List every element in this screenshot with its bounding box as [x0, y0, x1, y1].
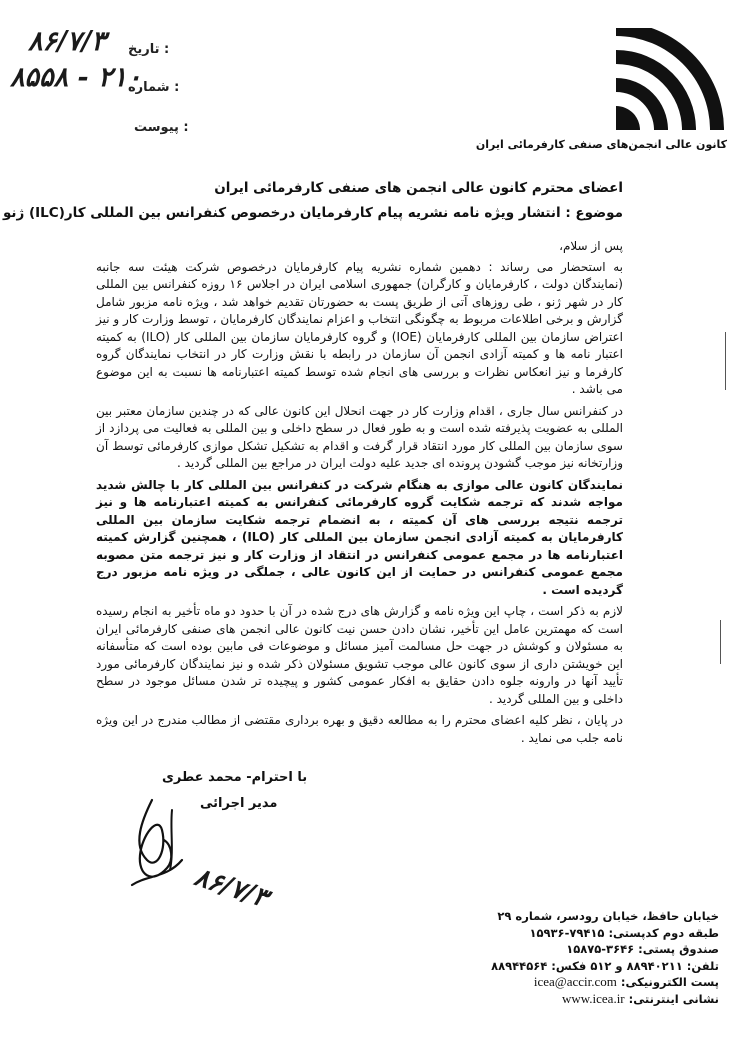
number-label: : شماره [128, 80, 180, 95]
pobox-label: صندوق پستی: [638, 942, 719, 956]
letter-subject: موضوع : انتشار ویژه نامه نشریه پیام کارفرمایان درخصوص کنفرانس بین المللی کار(ILC) ژنو [2, 205, 623, 221]
number-value: ۸۵۵۸ - ۲۱۰ [10, 62, 142, 93]
website-link[interactable]: www.icea.ir [561, 990, 625, 1006]
date-label: : تاریخ [128, 42, 170, 57]
fax: ۸۸۹۴۴۵۶۴ [491, 958, 548, 973]
phone-fax-row [489, 958, 719, 975]
pobox-row [489, 941, 719, 958]
footer-address [489, 908, 719, 1007]
phone: ۸۸۹۴۰۲۱۱ و ۵۱۲ [590, 958, 683, 973]
logo [606, 28, 726, 136]
closing: با احترام- محمد عطری [162, 770, 308, 785]
address-line: خیابان حافظ، خیابان رودسر، شماره ۲۹ [497, 909, 719, 923]
paragraph-4: لازم به ذکر است ، چاپ این ویژه نامه و گزارش های درج شده در آن با حدود دو ماه تأخیر به انجام رسیده است که مهمترین عامل این تأخیر، نشان دادن حسن نیت کانون عالی انجمن های صنفی کارفرمائی ایران به مسئولان و کوشش در جهت حل مسالمت آمیز مسائل و موضوعات فی مابین بوده است که متأسفانه این خویشتن داری از سوی کانون عالی موجب تشویق مسئولان ذکر شده و نیز نمایندگان کارفرمائی مورد تأیید آنها در وارونه جلوه دادن حقایق به افکار عمومی کشور و پیچیده تر شدن مسائل موجود در سطح داخلی و بین المللی گردید . [96, 604, 623, 706]
web-label: نشانی اینترنتی: [628, 991, 719, 1006]
paragraph-2: در کنفرانس سال جاری ، اقدام وزارت کار در جهت انحلال این کانون عالی که در چندین سازمان معتبر بین المللی به عضویت پذیرفته شده است و به طور فعال در سطح داخلی و بین المللی به فعالیت می پردازد از سوی سازمان بین المللی کار مورد انتقاد قرار گرفت و اقدام به تشکیل تشکل موازی کارفرمائی توسط آن وزارتخانه نیز موجب گشودن پرونده ای جدید علیه دولت ایران در مراجع بین المللی گردید . [96, 403, 623, 470]
postal-code-label: طبقه دوم کدپستی: [608, 925, 719, 940]
postal-code-row [489, 925, 719, 942]
email-link[interactable]: icea@accir.com [533, 974, 617, 989]
paragraph-1: به استحضار می رساند : دهمین شماره نشریه پیام کارفرمایان درخصوص شرکت هیئت سه جانبه (نمایندگان دولت ، کارفرمایان و کارگران) جمهوری اسلامی ایران در اجلاس ۱۶ روزه کنفرانس بین المللی کار در شهر ژنو ، طی روزهای آتی از طریق پست به حضورتان تقدیم خواهد شد ، ویژه نامه مزبور شامل گزارش و برخی اطلاعات مربوط به چگونگی انتخاب و اعزام نمایندگان کارفرمایان ، توسط وزارت کار و نیز اعتراض سازمان بین المللی کارفرمایان (IOE) و گروه کارفرمایان سازمان بین المللی کار (ILO) به کمیته اعتبار نامه ها و کمیته آزادی انجمن آن سازمان در رابطه با نقش وزارت کار در انتخاب نمایندگان گروه کارفرما و نیز انعکاس نظرات و بررسی های انجام شده توسط کمیته اعتبارنامه ها نسبت به این موضوع می باشد . [96, 259, 623, 396]
phone-label: تلفن: [686, 958, 719, 973]
pobox: ۱۵۸۷۵-۳۶۴۶ [566, 942, 635, 956]
fax-label: فکس: [551, 958, 587, 973]
letter-recipient: اعضای محترم کانون عالی انجمن های صنفی کارفرمائی ایران [214, 180, 623, 196]
postal-code: ۱۵۹۳۶-۷۹۴۱۵ [529, 925, 605, 940]
margin-mark [720, 620, 721, 664]
attachment-label: : پیوست [134, 120, 189, 135]
paragraph-3: نمایندگان کانون عالی موازی به هنگام شرکت در کنفرانس بین المللی کار با چالش شدید مواجه شدند که ترجمه شکایت گروه کارفرمائی کنفرانس به کمیته اعتبارنامه ها و نیز ترجمه نتیجه بررسی های آن کمیته ، به انضمام ترجمه شکایت سازمان بین المللی کارفرمایان به کمیته آزادی انجمن سازمان بین المللی کار (ILO) ، همچنین گزارش کمیته اعتبارنامه ها در مجمع عمومی کنفرانس در انتقاد از وزارت کار و نیز ترجمه متن مصوبه مجمع عمومی کنفرانس در حمایت از این کانون عالی ، جملگی در ویژه نامه مزبور درج گردیده است . [96, 477, 623, 597]
greeting: پس از سلام، [559, 239, 623, 253]
position-title: مدیر اجرائی [200, 796, 278, 811]
signature-date: ۸۶/۷/۳ [190, 862, 272, 914]
date-value: ۸۶/۷/۳ [28, 26, 106, 57]
email-label: پست الکترونیکی: [620, 975, 719, 989]
logo-org-name: کانون عالی انجمن‌های صنفی کارفرمائی ایران [475, 138, 727, 151]
web-row [489, 991, 719, 1008]
email-row [489, 974, 719, 991]
margin-mark [725, 332, 726, 390]
letter-body [96, 238, 623, 747]
paragraph-5: در پایان ، نظر کلیه اعضای محترم را به مطالعه دقیق و بهره برداری مقتضی از مطالب مندرج در این ویژه نامه جلب می نماید . [96, 713, 623, 745]
logo-signal-icon [606, 28, 726, 136]
